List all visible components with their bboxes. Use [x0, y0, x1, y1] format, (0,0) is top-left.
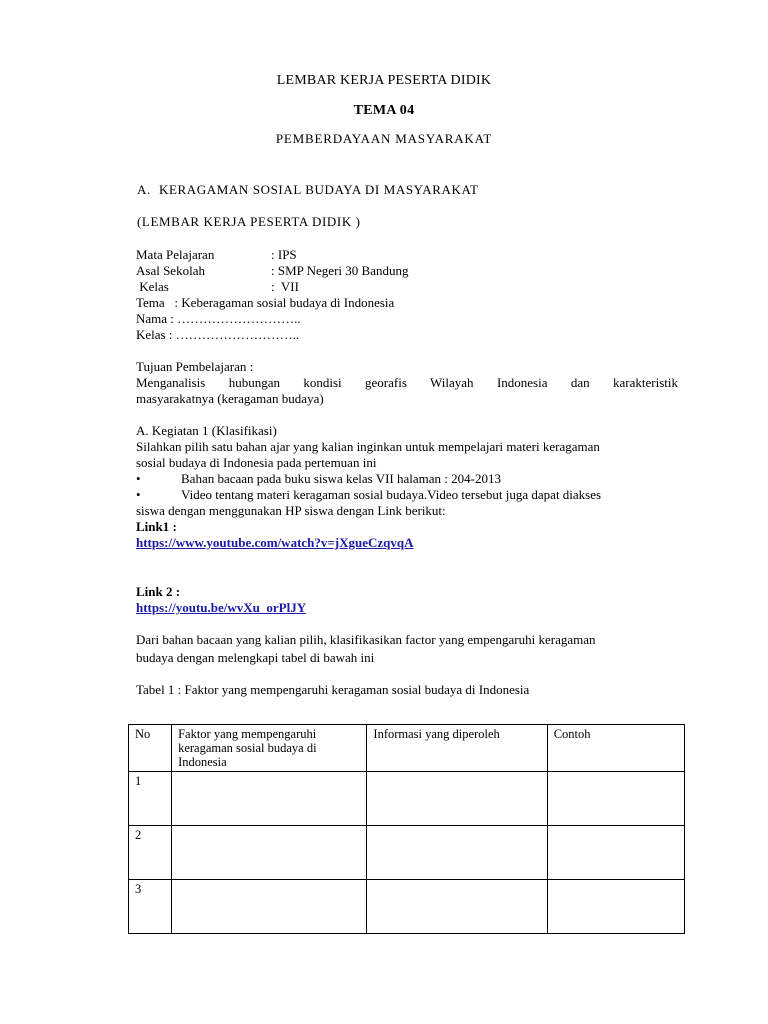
tujuan-label: Tujuan Pembelajaran :: [136, 359, 254, 374]
row-number: 1: [129, 772, 172, 826]
kelas-value: : VII: [271, 279, 299, 294]
bullet-marker: •: [136, 487, 141, 502]
bullet-item-2: Video tentang materi keragaman sosial budaya.Video tersebut juga dapat diakses: [181, 487, 602, 502]
lkpd-subheading: (LEMBAR KERJA PESERTA DIDIK ): [137, 214, 361, 229]
faktor-table: [128, 724, 685, 934]
table-row: [129, 826, 685, 880]
table-caption: Tabel 1 : Faktor yang mempengaruhi keragaman sosial budaya di Indonesia: [136, 682, 530, 697]
kegiatan-instruction-2: sosial budaya di Indonesia pada pertemuan ini: [136, 455, 377, 470]
tujuan-text-1: Menganalisis hubungan kondisi georafis Wilayah Indonesia dan karakteristik: [136, 375, 678, 390]
header-no: No: [129, 725, 172, 772]
informasi-cell[interactable]: [367, 826, 547, 880]
bullet-marker: •: [136, 471, 141, 486]
table-header-row: [129, 725, 685, 772]
header-contoh: Contoh: [547, 725, 684, 772]
informasi-cell[interactable]: [367, 880, 547, 934]
header-faktor: Faktor yang mempengaruhi keragaman sosial budaya di Indonesia: [172, 725, 367, 772]
mapel-value: : IPS: [271, 247, 297, 262]
header-informasi: Informasi yang diperoleh: [367, 725, 547, 772]
contoh-cell[interactable]: [547, 772, 684, 826]
mapel-label: Mata Pelajaran: [136, 247, 215, 262]
table-row: [129, 772, 685, 826]
faktor-cell[interactable]: [172, 772, 367, 826]
table-row: [129, 880, 685, 934]
contoh-cell[interactable]: [547, 880, 684, 934]
informasi-cell[interactable]: [367, 772, 547, 826]
sekolah-value: : SMP Negeri 30 Bandung: [271, 263, 409, 278]
tema-number: TEMA 04: [353, 103, 415, 118]
kegiatan-title: A. Kegiatan 1 (Klasifikasi): [136, 423, 277, 438]
document-title: LEMBAR KERJA PESERTA DIDIK: [276, 73, 492, 88]
row-number: 3: [129, 880, 172, 934]
tema-subtitle: PEMBERDAYAAN MASYARAKAT: [275, 131, 493, 146]
link1-url[interactable]: https://www.youtube.com/watch?v=jXgueCzqvqA: [136, 535, 414, 550]
sekolah-label: Asal Sekolah: [136, 263, 205, 278]
faktor-cell[interactable]: [172, 826, 367, 880]
tujuan-text-2: masyarakatnya (keragaman budaya): [136, 391, 324, 406]
row-number: 2: [129, 826, 172, 880]
contoh-cell[interactable]: [547, 826, 684, 880]
section-a-label: A.: [137, 182, 151, 197]
kegiatan-instruction-1: Silahkan pilih satu bahan ajar yang kalian inginkan untuk mempelajari materi keragaman: [136, 439, 600, 454]
kelas-label: Kelas: [136, 279, 169, 294]
bullet-item-1: Bahan bacaan pada buku siswa kelas VII halaman : 204-2013: [181, 471, 501, 486]
link2-url[interactable]: https://youtu.be/wvXu_orPlJY: [136, 600, 307, 615]
section-a-title: KERAGAMAN SOSIAL BUDAYA DI MASYARAKAT: [159, 182, 479, 197]
link1-label: Link1 :: [136, 519, 177, 534]
nama-line: Nama : ………………………..: [136, 311, 301, 326]
klasifikasi-instruction-1: Dari bahan bacaan yang kalian pilih, klasifikasikan factor yang empengaruhi keragaman: [136, 632, 596, 647]
link2-label: Link 2 :: [136, 584, 181, 599]
klasifikasi-instruction-2: budaya dengan melengkapi tabel di bawah ini: [136, 650, 375, 665]
tema-line: Tema : Keberagaman sosial budaya di Indonesia: [136, 295, 395, 310]
kelas-line: Kelas : ………………………..: [136, 327, 300, 342]
bullet-item-2-continued: siswa dengan menggunakan HP siswa dengan Link berikut:: [136, 503, 446, 518]
faktor-cell[interactable]: [172, 880, 367, 934]
